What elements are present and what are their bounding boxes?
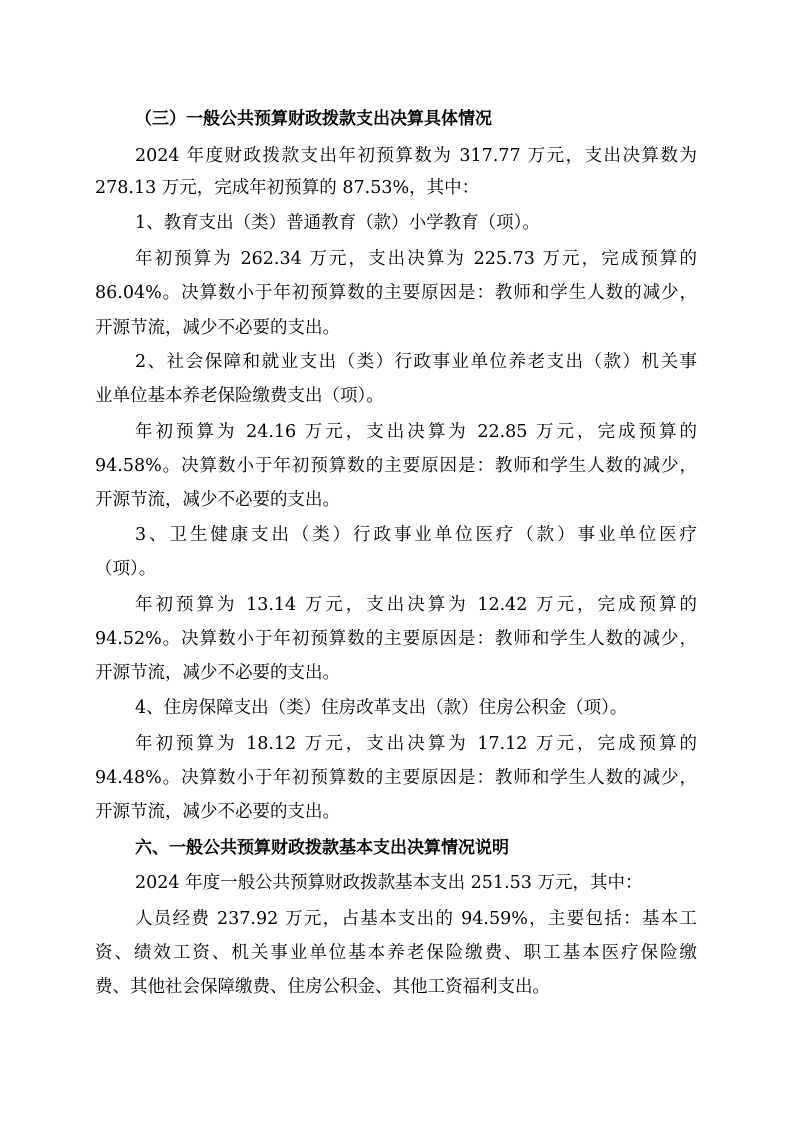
item-2-title-line-2: 业单位基本养老保险缴费支出（项）。 (95, 386, 384, 406)
section6-intro: 2024 年度一般公共预算财政拨款基本支出 251.53 万元，其中： (135, 873, 643, 893)
item-3-detail-line-2: 94.52%。决算数小于年初预算数的主要原因是：教师和学生人数的减少， (95, 629, 697, 649)
item-3-detail-line-1: 年初预算为 13.14 万元，支出决算为 12.42 万元，完成预算的 (135, 595, 697, 615)
item-4-detail-line-1: 年初预算为 18.12 万元，支出决算为 17.12 万元，完成预算的 (135, 734, 697, 754)
item-1-detail-line-1: 年初预算为 262.34 万元，支出决算为 225.73 万元，完成预算的 (135, 249, 697, 269)
item-1-detail-line-2: 86.04%。决算数小于年初预算数的主要原因是：教师和学生人数的减少， (95, 283, 697, 303)
item-2-detail-line-3: 开源节流，减少不必要的支出。 (95, 490, 340, 510)
item-4-title: 4、住房保障支出（类）住房改革支出（款）住房公积金（项）。 (135, 698, 628, 718)
personnel-expense-line-1: 人员经费 237.92 万元，占基本支出的 94.59%，主要包括：基本工 (135, 909, 697, 929)
personnel-expense-line-2: 资、绩效工资、机关事业单位基本养老保险缴费、职工基本医疗保险缴 (95, 943, 697, 963)
item-1-detail-line-3: 开源节流，减少不必要的支出。 (95, 318, 340, 338)
section-heading-general-budget-details: （三）一般公共预算财政拨款支出决算具体情况 (135, 109, 492, 129)
item-3-title-line-2: （项）。 (95, 559, 157, 579)
item-3-detail-line-3: 开源节流，减少不必要的支出。 (95, 663, 340, 683)
item-2-detail-line-2: 94.58%。决算数小于年初预算数的主要原因是：教师和学生人数的减少， (95, 456, 697, 476)
item-4-detail-line-2: 94.48%。决算数小于年初预算数的主要原因是：教师和学生人数的减少， (95, 768, 697, 788)
section-heading-basic-expenditure: 六、一般公共预算财政拨款基本支出决算情况说明 (135, 838, 509, 858)
item-2-detail-line-1: 年初预算为 24.16 万元，支出决算为 22.85 万元，完成预算的 (135, 422, 697, 442)
item-2-title-line-1: 2、社会保障和就业支出（类）行政事业单位养老支出（款）机关事 (135, 352, 697, 372)
personnel-expense-line-3: 费、其他社会保障缴费、住房公积金、其他工资福利支出。 (95, 977, 550, 997)
item-3-title-line-1: 3、卫生健康支出（类）行政事业单位医疗（款）事业单位医疗 (135, 525, 697, 545)
section-intro-line-1: 2024 年度财政拨款支出年初预算数为 317.77 万元，支出决算数为 (135, 146, 697, 166)
item-1-title: 1、教育支出（类）普通教育（款）小学教育（项）。 (135, 213, 540, 233)
item-4-detail-line-3: 开源节流，减少不必要的支出。 (95, 802, 340, 822)
section-intro-line-2: 278.13 万元，完成年初预算的 87.53%，其中： (95, 178, 480, 198)
